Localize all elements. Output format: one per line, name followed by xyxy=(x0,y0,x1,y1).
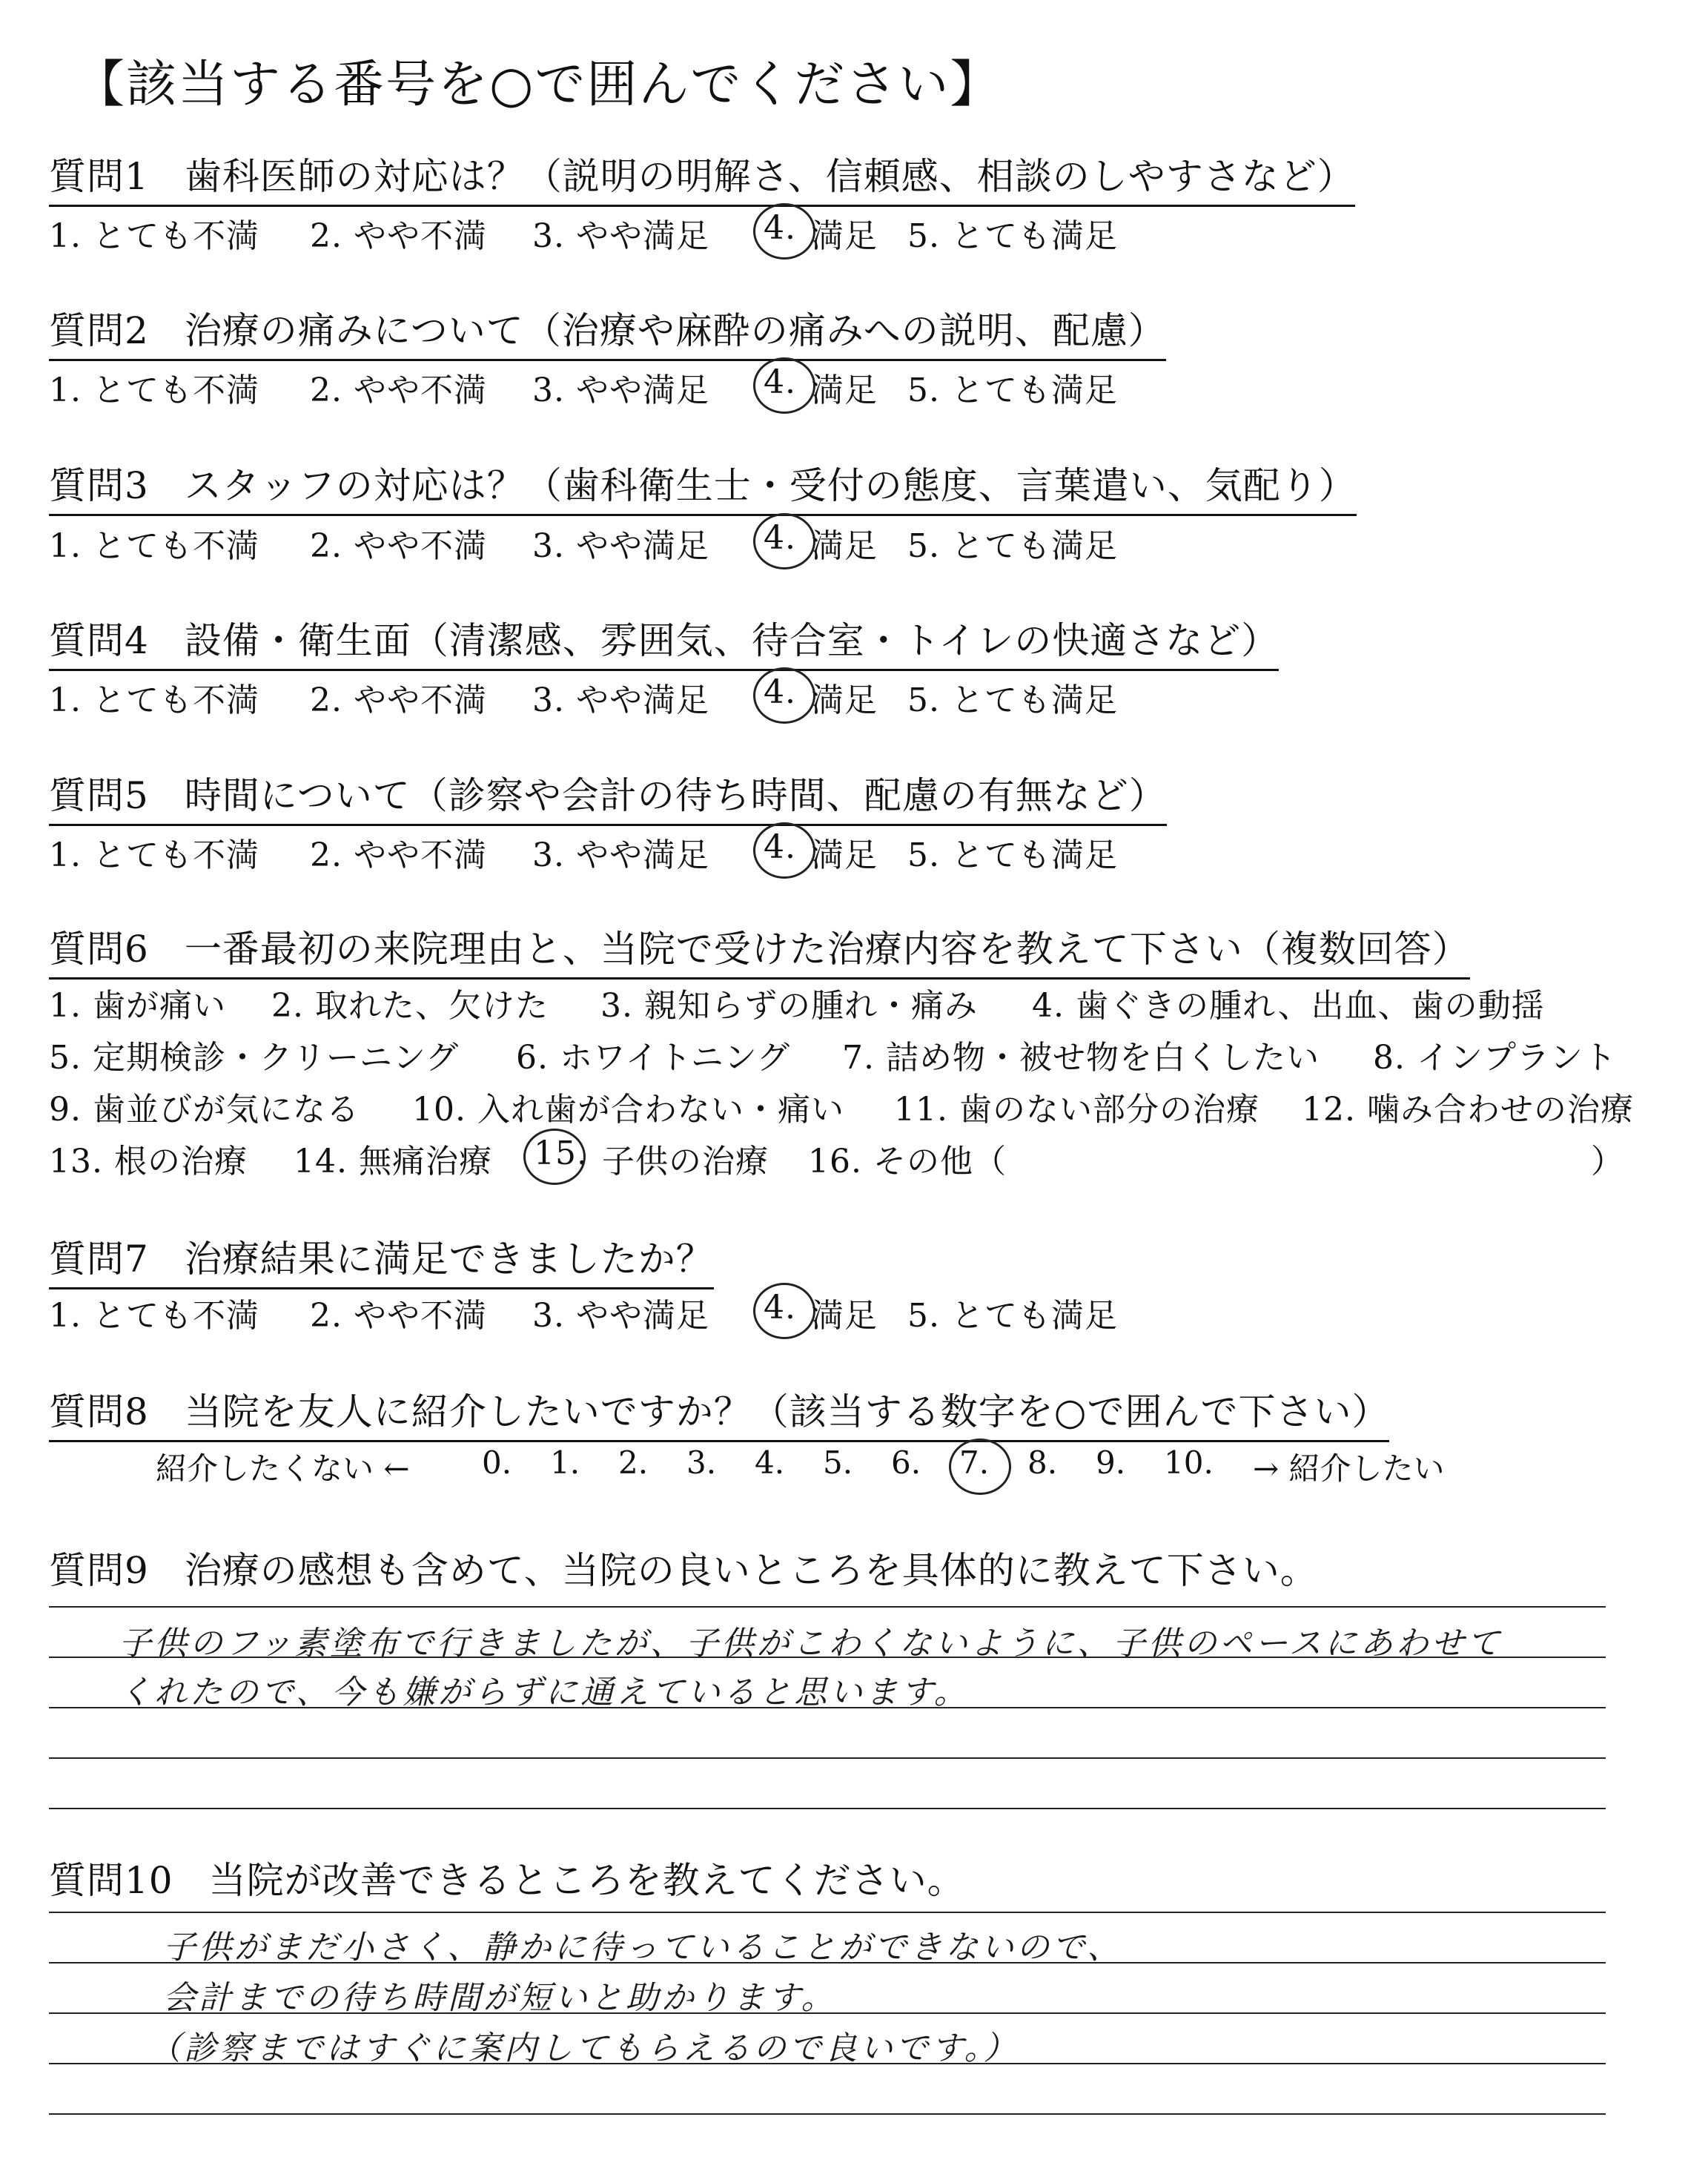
scale-4[interactable]: 4. xyxy=(755,1444,785,1481)
question-10-number: 質問10 xyxy=(49,1859,173,1902)
q6-option-3[interactable]: 3. 親知らずの腫れ・痛み xyxy=(600,987,978,1025)
q6-option-1[interactable]: 1. 歯が痛い xyxy=(49,987,226,1025)
option-1[interactable]: 1. とても不満 xyxy=(49,836,259,874)
option-4-selected[interactable]: 4. xyxy=(764,1289,796,1327)
page-title: 【該当する番号を○で囲んでください】 xyxy=(74,56,1002,114)
option-4-label: 満足 xyxy=(811,371,878,409)
q6-option-16-close: ） xyxy=(1591,1143,1624,1180)
q6-option-4[interactable]: 4. 歯ぐきの腫れ、出血、歯の動揺 xyxy=(1032,987,1545,1025)
answer-line xyxy=(49,1606,1606,1608)
question-1-text: 歯科医師の対応は？（説明の明解さ、信頼感、相談のしやすさなど） xyxy=(184,155,1355,198)
option-3[interactable]: 3. やや満足 xyxy=(532,527,709,565)
question-7-title xyxy=(49,1229,714,1289)
scale-5[interactable]: 5. xyxy=(823,1444,853,1481)
option-4-selected[interactable]: 4. xyxy=(764,828,796,866)
scale-6[interactable]: 6. xyxy=(891,1444,921,1481)
question-10-text: 当院が改善できるところを教えてください。 xyxy=(208,1859,965,1902)
q6-option-15-label: 子供の治療 xyxy=(602,1143,769,1180)
scale-3[interactable]: 3. xyxy=(686,1444,717,1481)
scale-7-selected[interactable]: 7. xyxy=(959,1444,990,1481)
question-5-number: 質問5 xyxy=(49,774,149,817)
question-6-number: 質問6 xyxy=(49,928,149,971)
scale-left-label: 紹介したくない ← xyxy=(156,1450,410,1487)
option-2[interactable]: 2. やや不満 xyxy=(310,527,487,565)
scale-1[interactable]: 1. xyxy=(550,1444,580,1481)
scale-2[interactable]: 2. xyxy=(618,1444,649,1481)
question-10-title xyxy=(49,1851,965,1909)
option-3[interactable]: 3. やや満足 xyxy=(532,1297,709,1335)
question-6-title xyxy=(49,919,1470,980)
option-4-selected[interactable]: 4. xyxy=(764,673,796,711)
option-4-label: 満足 xyxy=(811,681,878,719)
option-4-label: 満足 xyxy=(811,836,878,874)
scale-right-label: → 紹介したい xyxy=(1253,1450,1445,1487)
option-5[interactable]: 5. とても満足 xyxy=(907,527,1118,565)
q6-option-11[interactable]: 11. 歯のない部分の治療 xyxy=(894,1091,1260,1129)
option-5[interactable]: 5. とても満足 xyxy=(907,836,1118,874)
option-1[interactable]: 1. とても不満 xyxy=(49,681,259,719)
scale-10[interactable]: 10. xyxy=(1164,1444,1214,1481)
question-4-number: 質問4 xyxy=(49,619,149,662)
option-1[interactable]: 1. とても不満 xyxy=(49,217,259,255)
scale-0[interactable]: 0. xyxy=(482,1444,512,1481)
option-2[interactable]: 2. やや不満 xyxy=(310,217,487,255)
question-6-text: 一番最初の来院理由と、当院で受けた治療内容を教えて下さい（複数回答） xyxy=(184,928,1470,971)
q10-answer-line-2[interactable]: 会計までの待ち時間が短いと助かります。 xyxy=(163,1979,837,2017)
question-3-number: 質問3 xyxy=(49,464,149,507)
question-4-text: 設備・衛生面（清潔感、雰囲気、待合室・トイレの快適さなど） xyxy=(184,619,1280,662)
question-2-text: 治療の痛みについて（治療や麻酔の痛みへの説明、配慮） xyxy=(184,309,1166,352)
question-5-text: 時間について（診察や会計の待ち時間、配慮の有無など） xyxy=(184,774,1167,817)
option-3[interactable]: 3. やや満足 xyxy=(532,217,709,255)
q10-answer-line-3[interactable]: （診察まではすぐに案内してもらえるので良いです。） xyxy=(148,2029,1019,2067)
q10-answer-line-1[interactable]: 子供がまだ小さく、静かに待っていることができないので、 xyxy=(163,1929,1123,1966)
option-5[interactable]: 5. とても満足 xyxy=(907,681,1118,719)
q6-option-14[interactable]: 14. 無痛治療 xyxy=(294,1143,492,1180)
question-5-title xyxy=(49,766,1167,826)
option-1[interactable]: 1. とても不満 xyxy=(49,1297,259,1335)
option-5[interactable]: 5. とても満足 xyxy=(907,371,1118,409)
option-4-label: 満足 xyxy=(811,217,878,255)
option-1[interactable]: 1. とても不満 xyxy=(49,371,259,409)
scale-8[interactable]: 8. xyxy=(1027,1444,1058,1481)
answer-line xyxy=(49,1757,1606,1759)
option-4-label: 満足 xyxy=(811,1297,878,1335)
answer-line xyxy=(49,2113,1606,2115)
option-4-selected[interactable]: 4. xyxy=(764,209,796,247)
option-3[interactable]: 3. やや満足 xyxy=(532,681,709,719)
q6-option-13[interactable]: 13. 根の治療 xyxy=(49,1143,248,1180)
scale-9[interactable]: 9. xyxy=(1096,1444,1126,1481)
question-9-number: 質問9 xyxy=(49,1549,149,1592)
option-2[interactable]: 2. やや不満 xyxy=(310,371,487,409)
q6-option-8[interactable]: 8. インプラント xyxy=(1373,1039,1617,1077)
q6-option-9[interactable]: 9. 歯並びが気になる xyxy=(49,1091,360,1129)
question-8-title xyxy=(49,1382,1389,1442)
option-5[interactable]: 5. とても満足 xyxy=(907,1297,1118,1335)
question-9-text: 治療の感想も含めて、当院の良いところを具体的に教えて下さい。 xyxy=(184,1549,1318,1592)
option-2[interactable]: 2. やや不満 xyxy=(310,681,487,719)
q6-option-12[interactable]: 12. 噛み合わせの治療 xyxy=(1302,1091,1634,1129)
q6-option-5[interactable]: 5. 定期検診・クリーニング xyxy=(49,1039,460,1077)
question-1-number: 質問1 xyxy=(49,155,149,198)
answer-line xyxy=(49,1808,1606,1809)
question-2-title xyxy=(49,301,1166,361)
question-8-number: 質問8 xyxy=(49,1390,149,1433)
q6-option-6[interactable]: 6. ホワイトニング xyxy=(516,1039,791,1077)
q9-answer-line-2[interactable]: くれたので、今も嫌がらずに通えていると思います。 xyxy=(119,1674,970,1711)
question-2-number: 質問2 xyxy=(49,309,149,352)
answer-line xyxy=(49,1912,1606,1913)
q6-option-16[interactable]: 16. その他（ xyxy=(808,1143,1007,1180)
question-1-title xyxy=(49,147,1355,207)
question-7-text: 治療結果に満足できましたか？ xyxy=(184,1238,714,1281)
q6-option-15-selected[interactable]: 15. xyxy=(534,1135,588,1172)
question-3-text: スタッフの対応は？（歯科衛生士・受付の態度、言葉遣い、気配り） xyxy=(184,464,1357,507)
q6-option-10[interactable]: 10. 入れ歯が合わない・痛い xyxy=(412,1091,844,1129)
question-8-text: 当院を友人に紹介したいですか？（該当する数字を○で囲んで下さい） xyxy=(184,1390,1390,1433)
q6-option-7[interactable]: 7. 詰め物・被せ物を白くしたい xyxy=(842,1039,1320,1077)
option-3[interactable]: 3. やや満足 xyxy=(532,371,709,409)
q9-answer-line-1[interactable]: 子供のフッ素塗布で行きましたが、子供がこわくないように、子供のペースにあわせて xyxy=(119,1625,1503,1662)
option-2[interactable]: 2. やや不満 xyxy=(310,1297,487,1335)
question-4-title xyxy=(49,611,1279,671)
option-4-label: 満足 xyxy=(811,527,878,565)
option-4-selected[interactable]: 4. xyxy=(764,519,796,557)
question-9-title xyxy=(49,1541,1318,1599)
q6-option-2[interactable]: 2. 取れた、欠けた xyxy=(271,987,549,1025)
question-7-number: 質問7 xyxy=(49,1238,149,1281)
option-2[interactable]: 2. やや不満 xyxy=(310,836,487,874)
option-4-selected[interactable]: 4. xyxy=(764,363,796,401)
option-3[interactable]: 3. やや満足 xyxy=(532,836,709,874)
option-5[interactable]: 5. とても満足 xyxy=(907,217,1118,255)
question-3-title xyxy=(49,456,1357,516)
option-1[interactable]: 1. とても不満 xyxy=(49,527,259,565)
